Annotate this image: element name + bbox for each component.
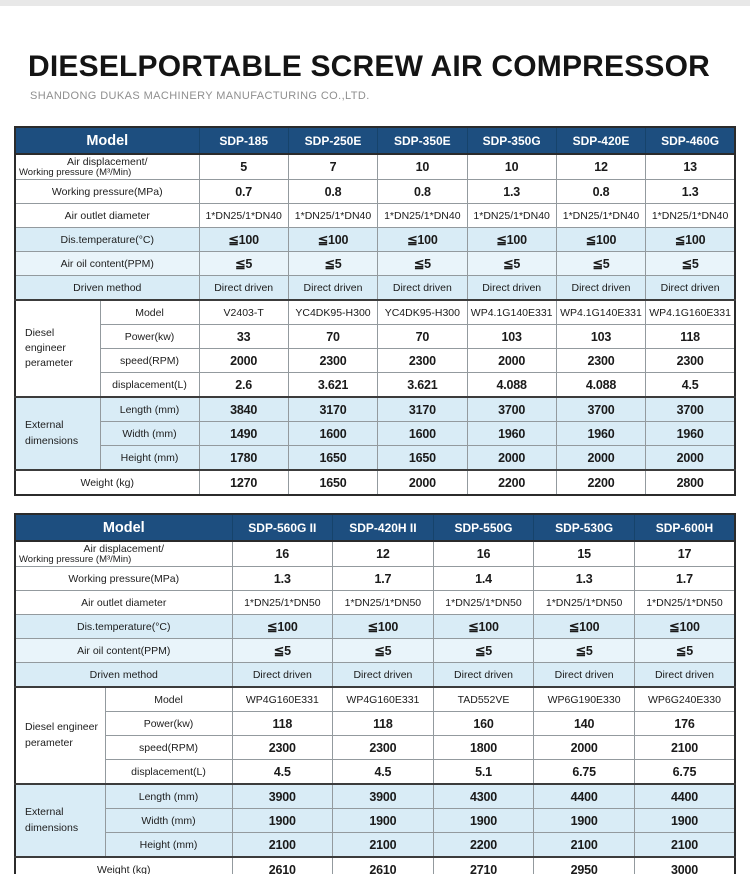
spec-value: 3840 <box>199 397 288 422</box>
spec-value: ≦100 <box>467 228 556 252</box>
table-row <box>15 276 735 301</box>
spec-value: 3170 <box>288 397 377 422</box>
table-row <box>15 663 735 688</box>
spec-label: Working pressure(MPa) <box>15 567 232 591</box>
spec-value: 103 <box>467 325 556 349</box>
spec-value: WP4G160E331 <box>232 687 333 712</box>
spec-value: YC4DK95-H300 <box>288 300 377 325</box>
spec-value: 2000 <box>556 446 645 471</box>
spec-value: 1800 <box>433 736 534 760</box>
spec-value: 2610 <box>333 857 434 874</box>
table-row <box>15 446 735 471</box>
spec-label: speed(RPM) <box>100 349 199 373</box>
spec-value: 1*DN25/1*DN40 <box>378 204 467 228</box>
spec-value: 2100 <box>634 736 735 760</box>
spec-label: speed(RPM) <box>105 736 232 760</box>
spec-value: 5 <box>199 154 288 180</box>
spec-value: 1780 <box>199 446 288 471</box>
spec-value: 1600 <box>378 422 467 446</box>
spec-value: 2.6 <box>199 373 288 398</box>
spec-value: 2200 <box>556 470 645 495</box>
spec-value: 4.5 <box>646 373 735 398</box>
spec-value: ≦5 <box>333 639 434 663</box>
spec-value: 1960 <box>646 422 735 446</box>
spec-value: 176 <box>634 712 735 736</box>
spec-value: 3700 <box>556 397 645 422</box>
spec-value: 2300 <box>378 349 467 373</box>
spec-value: ≦100 <box>288 228 377 252</box>
table-row <box>15 567 735 591</box>
spec-value: 0.8 <box>378 180 467 204</box>
spec-value: 1650 <box>288 470 377 495</box>
table-row <box>15 252 735 276</box>
spec-value: 1*DN25/1*DN50 <box>634 591 735 615</box>
spec-value: 2000 <box>467 446 556 471</box>
model-name-cell: SDP-560G II <box>232 514 333 541</box>
spec-value: WP4.1G160E331 <box>646 300 735 325</box>
group-label: External dimensions <box>15 784 105 857</box>
spec-value: 2300 <box>288 349 377 373</box>
spec-value: 3.621 <box>288 373 377 398</box>
spec-value: 1*DN25/1*DN40 <box>556 204 645 228</box>
spec-value: ≦100 <box>199 228 288 252</box>
spec-value: 118 <box>333 712 434 736</box>
spec-value: 13 <box>646 154 735 180</box>
table-row <box>15 591 735 615</box>
model-name-cell: SDP-530G <box>534 514 635 541</box>
model-name-cell: SDP-350E <box>378 127 467 154</box>
spec-value: ≦5 <box>646 252 735 276</box>
table-row <box>15 373 735 398</box>
spec-label-line1: Air displacement/ <box>83 543 165 555</box>
spec-value: 1*DN25/1*DN50 <box>534 591 635 615</box>
spec-value: 2000 <box>646 446 735 471</box>
spec-value: 2300 <box>556 349 645 373</box>
model-header-label: Model <box>15 127 199 154</box>
spec-value: 1*DN25/1*DN40 <box>467 204 556 228</box>
spec-value: 2100 <box>333 833 434 858</box>
spec-table-2 <box>14 513 736 874</box>
spec-value: 4.5 <box>333 760 434 785</box>
spec-label: Driven method <box>15 276 199 301</box>
spec-value: 16 <box>232 541 333 567</box>
spec-value: 1900 <box>634 809 735 833</box>
spec-value: Direct driven <box>467 276 556 301</box>
spec-value: 12 <box>333 541 434 567</box>
spec-value: 2000 <box>534 736 635 760</box>
spec-value: Direct driven <box>333 663 434 688</box>
spec-value: 4400 <box>634 784 735 809</box>
spec-value: 1.7 <box>333 567 434 591</box>
spec-value: 1.3 <box>232 567 333 591</box>
spec-value: Direct driven <box>199 276 288 301</box>
spec-value: 2000 <box>378 470 467 495</box>
spec-value: 70 <box>378 325 467 349</box>
spec-value: Direct driven <box>232 663 333 688</box>
spec-value: 1.3 <box>534 567 635 591</box>
spec-value: 10 <box>378 154 467 180</box>
spec-value: 15 <box>534 541 635 567</box>
spec-label-line2: Working pressure (M³/Min) <box>19 554 132 565</box>
spec-value: 1*DN25/1*DN40 <box>288 204 377 228</box>
spec-value: 103 <box>556 325 645 349</box>
table-row <box>15 712 735 736</box>
table-row <box>15 349 735 373</box>
spec-label: Height (mm) <box>105 833 232 858</box>
model-name-cell: SDP-420H II <box>333 514 434 541</box>
spec-value: Direct driven <box>288 276 377 301</box>
spec-value: 3000 <box>634 857 735 874</box>
spec-value: 1650 <box>288 446 377 471</box>
spec-value: Direct driven <box>534 663 635 688</box>
spec-value: 33 <box>199 325 288 349</box>
spec-value: 2000 <box>467 349 556 373</box>
spec-label: Model <box>105 687 232 712</box>
spec-value: 2950 <box>534 857 635 874</box>
spec-value: ≦100 <box>333 615 434 639</box>
spec-value: 3.621 <box>378 373 467 398</box>
spec-label: Working pressure(MPa) <box>15 180 199 204</box>
spec-value: ≦5 <box>534 639 635 663</box>
spec-value: 0.7 <box>199 180 288 204</box>
spec-label-line1: Air displacement/ <box>66 156 148 168</box>
spec-label: Air outlet diameter <box>15 591 232 615</box>
spec-value: 2200 <box>467 470 556 495</box>
spec-value: ≦100 <box>534 615 635 639</box>
spec-value: 17 <box>634 541 735 567</box>
spec-value: 2300 <box>232 736 333 760</box>
table-row <box>15 204 735 228</box>
spec-value: WP4.1G140E331 <box>467 300 556 325</box>
spec-value: ≦100 <box>646 228 735 252</box>
spec-value: 2100 <box>232 833 333 858</box>
spec-value: 1490 <box>199 422 288 446</box>
model-name-cell: SDP-350G <box>467 127 556 154</box>
spec-value: 1900 <box>433 809 534 833</box>
spec-value: 1*DN25/1*DN50 <box>232 591 333 615</box>
spec-value: 1600 <box>288 422 377 446</box>
table-row <box>15 300 735 325</box>
spec-value: ≦100 <box>556 228 645 252</box>
spec-label: Width (mm) <box>105 809 232 833</box>
spec-label <box>15 154 199 180</box>
table-row <box>15 833 735 858</box>
model-name-cell: SDP-250E <box>288 127 377 154</box>
spec-label <box>15 541 232 567</box>
spec-value: Direct driven <box>433 663 534 688</box>
spec-value: WP4G160E331 <box>333 687 434 712</box>
top-strip <box>0 0 750 6</box>
spec-value: 2000 <box>199 349 288 373</box>
spec-label: Length (mm) <box>100 397 199 422</box>
spec-value: 1900 <box>534 809 635 833</box>
spec-value: 3170 <box>378 397 467 422</box>
spec-label: Air oil content(PPM) <box>15 639 232 663</box>
spec-value: 1*DN25/1*DN40 <box>646 204 735 228</box>
spec-value: Direct driven <box>646 276 735 301</box>
table-row <box>15 180 735 204</box>
table-row <box>15 760 735 785</box>
spec-value: 70 <box>288 325 377 349</box>
table-row <box>15 154 735 180</box>
table-row <box>15 325 735 349</box>
spec-label: Model <box>100 300 199 325</box>
spec-value: 1.3 <box>646 180 735 204</box>
spec-label: Length (mm) <box>105 784 232 809</box>
table-row <box>15 541 735 567</box>
model-name-cell: SDP-460G <box>646 127 735 154</box>
spec-value: ≦100 <box>232 615 333 639</box>
model-header-row <box>15 127 735 154</box>
spec-value: ≦5 <box>433 639 534 663</box>
spec-value: ≦5 <box>288 252 377 276</box>
spec-label: displacement(L) <box>105 760 232 785</box>
spec-value: 1900 <box>232 809 333 833</box>
spec-table-1 <box>14 126 736 496</box>
page-title: DIESELPORTABLE SCREW AIR COMPRESSOR <box>28 50 711 83</box>
spec-value: 1270 <box>199 470 288 495</box>
company-subtitle: SHANDONG DUKAS MACHINERY MANUFACTURING CO.,LTD. <box>30 90 370 102</box>
spec-value: 4.5 <box>232 760 333 785</box>
spec-value: 1960 <box>556 422 645 446</box>
spec-value: ≦5 <box>378 252 467 276</box>
table-row <box>15 422 735 446</box>
spec-label: Weight (kg) <box>15 857 232 874</box>
spec-value: 2610 <box>232 857 333 874</box>
spec-value: 10 <box>467 154 556 180</box>
spec-value: 160 <box>433 712 534 736</box>
spec-label: Dis.temperature(°C) <box>15 228 199 252</box>
spec-label: Height (mm) <box>100 446 199 471</box>
spec-value: ≦5 <box>556 252 645 276</box>
spec-label: Driven method <box>15 663 232 688</box>
table-row <box>15 228 735 252</box>
table-row <box>15 470 735 495</box>
spec-value: ≦100 <box>433 615 534 639</box>
model-name-cell: SDP-600H <box>634 514 735 541</box>
spec-value: 2300 <box>646 349 735 373</box>
spec-value: 2300 <box>333 736 434 760</box>
spec-value: TAD552VE <box>433 687 534 712</box>
table-row <box>15 639 735 663</box>
spec-value: ≦100 <box>378 228 467 252</box>
group-label: External dimensions <box>15 397 100 470</box>
spec-value: ≦5 <box>232 639 333 663</box>
table-row <box>15 809 735 833</box>
spec-value: 3900 <box>232 784 333 809</box>
spec-value: 2800 <box>646 470 735 495</box>
table-row <box>15 397 735 422</box>
spec-label: displacement(L) <box>100 373 199 398</box>
spec-value: 1*DN25/1*DN50 <box>433 591 534 615</box>
spec-value: WP6G190E330 <box>534 687 635 712</box>
spec-label: Power(kw) <box>105 712 232 736</box>
table-row <box>15 784 735 809</box>
group-label: Diesel engineer perameter <box>15 300 100 397</box>
spec-value: 12 <box>556 154 645 180</box>
spec-value: 1.3 <box>467 180 556 204</box>
spec-value: 4.088 <box>467 373 556 398</box>
spec-value: WP4.1G140E331 <box>556 300 645 325</box>
spec-value: ≦5 <box>467 252 556 276</box>
table-row <box>15 687 735 712</box>
spec-value: ≦5 <box>199 252 288 276</box>
spec-value: 1.7 <box>634 567 735 591</box>
spec-value: 0.8 <box>288 180 377 204</box>
spec-value: 3900 <box>333 784 434 809</box>
spec-value: 140 <box>534 712 635 736</box>
spec-label: Air oil content(PPM) <box>15 252 199 276</box>
spec-value: 6.75 <box>534 760 635 785</box>
model-header-row <box>15 514 735 541</box>
spec-label: Power(kw) <box>100 325 199 349</box>
spec-value: 5.1 <box>433 760 534 785</box>
spec-value: 1*DN25/1*DN50 <box>333 591 434 615</box>
spec-label: Weight (kg) <box>15 470 199 495</box>
spec-value: 118 <box>646 325 735 349</box>
spec-value: WP6G240E330 <box>634 687 735 712</box>
spec-value: Direct driven <box>378 276 467 301</box>
spec-value: 1.4 <box>433 567 534 591</box>
spec-value: 0.8 <box>556 180 645 204</box>
spec-label-line2: Working pressure (M³/Min) <box>19 167 132 178</box>
spec-value: 2100 <box>534 833 635 858</box>
model-header-label: Model <box>15 514 232 541</box>
spec-value: 16 <box>433 541 534 567</box>
spec-value: ≦100 <box>634 615 735 639</box>
model-name-cell: SDP-550G <box>433 514 534 541</box>
table-row <box>15 736 735 760</box>
spec-value: 7 <box>288 154 377 180</box>
table-row <box>15 857 735 874</box>
spec-value: Direct driven <box>634 663 735 688</box>
model-name-cell: SDP-185 <box>199 127 288 154</box>
spec-value: 1650 <box>378 446 467 471</box>
spec-value: 4.088 <box>556 373 645 398</box>
tables-container <box>14 126 736 874</box>
spec-value: Direct driven <box>556 276 645 301</box>
spec-label: Dis.temperature(°C) <box>15 615 232 639</box>
spec-value: ≦5 <box>634 639 735 663</box>
spec-label: Width (mm) <box>100 422 199 446</box>
spec-value: V2403-T <box>199 300 288 325</box>
spec-value: 1*DN25/1*DN40 <box>199 204 288 228</box>
spec-value: 2200 <box>433 833 534 858</box>
spec-label: Air outlet diameter <box>15 204 199 228</box>
spec-value: YC4DK95-H300 <box>378 300 467 325</box>
spec-value: 4300 <box>433 784 534 809</box>
spec-value: 1960 <box>467 422 556 446</box>
spec-value: 118 <box>232 712 333 736</box>
table-row <box>15 615 735 639</box>
spec-value: 6.75 <box>634 760 735 785</box>
spec-value: 3700 <box>467 397 556 422</box>
group-label: Diesel engineer perameter <box>15 687 105 784</box>
spec-value: 2710 <box>433 857 534 874</box>
spec-value: 3700 <box>646 397 735 422</box>
spec-value: 2100 <box>634 833 735 858</box>
spec-value: 4400 <box>534 784 635 809</box>
model-name-cell: SDP-420E <box>556 127 645 154</box>
spec-value: 1900 <box>333 809 434 833</box>
